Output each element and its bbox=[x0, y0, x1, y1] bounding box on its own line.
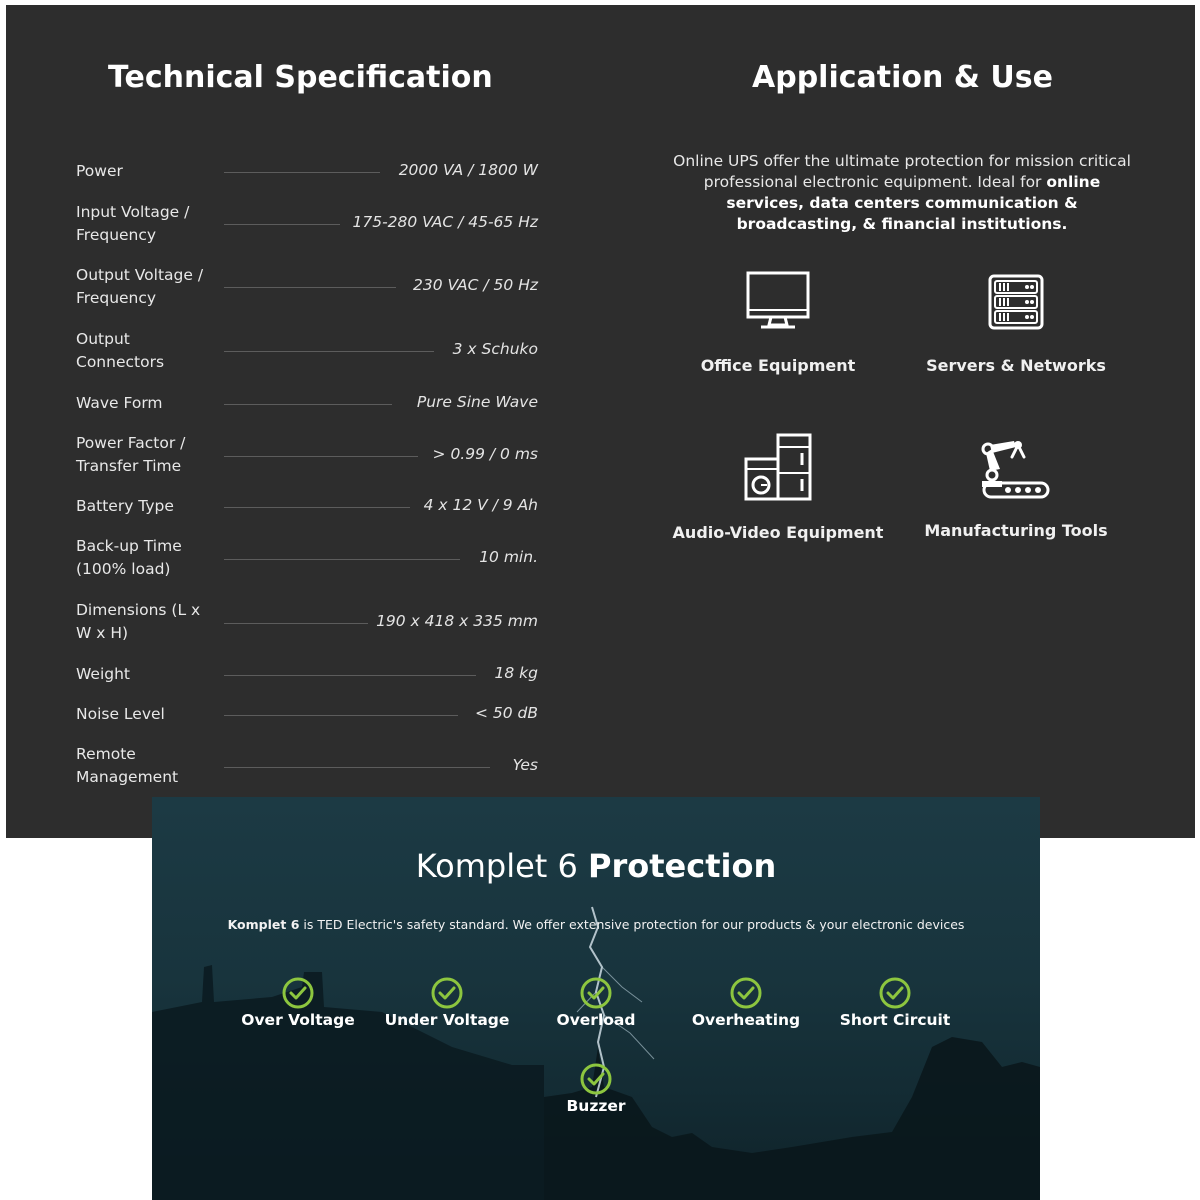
application-item-audio-video bbox=[666, 433, 890, 542]
protection-panel bbox=[152, 797, 1040, 1200]
spec-divider bbox=[224, 675, 476, 676]
spec-panel bbox=[6, 5, 1195, 838]
spec-value: < 50 dB bbox=[474, 704, 538, 722]
feature-label: Buzzer bbox=[566, 1097, 626, 1115]
feature-label: Over Voltage bbox=[241, 1011, 355, 1029]
server-rack-icon bbox=[987, 273, 1045, 331]
spec-divider bbox=[224, 404, 392, 405]
spec-value: 2000 VA / 1800 W bbox=[398, 161, 538, 179]
spec-label: Output Voltage / Frequency bbox=[76, 266, 204, 307]
feature-overheating bbox=[666, 977, 826, 1029]
spec-divider bbox=[224, 767, 490, 768]
application-item-manufacturing bbox=[916, 437, 1116, 540]
protection-title bbox=[152, 847, 1040, 885]
application-item-label: Manufacturing Tools bbox=[924, 521, 1108, 540]
application-item-servers bbox=[916, 273, 1116, 375]
spec-divider bbox=[224, 623, 368, 624]
spec-value: Yes bbox=[512, 756, 538, 774]
spec-value: 18 kg bbox=[494, 664, 538, 682]
spec-label: Wave Form bbox=[76, 394, 163, 412]
monitor-icon bbox=[745, 270, 811, 332]
spec-label: Dimensions (L x W x H) bbox=[76, 601, 201, 642]
check-circle-icon bbox=[580, 1063, 612, 1095]
feature-buzzer bbox=[516, 1063, 676, 1115]
protection-title-plain: Komplet 6 bbox=[415, 847, 578, 885]
application-title: Application & Use bbox=[752, 60, 1053, 95]
protection-description-brand: Komplet 6 bbox=[227, 917, 300, 932]
spec-divider bbox=[224, 351, 434, 352]
application-item-label: Audio-Video Equipment bbox=[672, 523, 884, 542]
robot-arm-icon bbox=[978, 437, 1054, 501]
check-circle-icon bbox=[431, 977, 463, 1009]
spec-label: Back-up Time (100% load) bbox=[76, 537, 182, 578]
spec-divider bbox=[224, 507, 410, 508]
protection-description-text: is TED Electric's safety standard. We offer extensive protection for our products & your electronic devices bbox=[303, 917, 965, 932]
spec-label: Output Connectors bbox=[76, 330, 165, 371]
feature-label: Overheating bbox=[691, 1011, 801, 1029]
application-item-label: Servers & Networks bbox=[926, 356, 1106, 375]
spec-label: Input Voltage / Frequency bbox=[76, 203, 190, 244]
spec-value: 4 x 12 V / 9 Ah bbox=[423, 496, 538, 514]
protection-description bbox=[152, 917, 1040, 932]
feature-under-voltage bbox=[367, 977, 527, 1029]
feature-overload bbox=[516, 977, 676, 1029]
spec-divider bbox=[224, 559, 460, 560]
application-item-label: Office Equipment bbox=[700, 356, 856, 375]
spec-label: Remote Management bbox=[76, 745, 179, 786]
spec-label: Noise Level bbox=[76, 705, 165, 723]
protection-title-bold: Protection bbox=[588, 847, 777, 885]
check-circle-icon bbox=[879, 977, 911, 1009]
check-circle-icon bbox=[730, 977, 762, 1009]
feature-over-voltage bbox=[218, 977, 378, 1029]
application-description-highlight: online services, data centers communication & broadcasting, & financial institutions. bbox=[726, 173, 1101, 233]
feature-short-circuit bbox=[815, 977, 975, 1029]
spec-value: Pure Sine Wave bbox=[416, 393, 538, 411]
spec-divider bbox=[224, 172, 380, 173]
spec-value: 190 x 418 x 335 mm bbox=[376, 612, 538, 630]
spec-value: 10 min. bbox=[479, 548, 538, 566]
spec-divider bbox=[224, 224, 340, 225]
spec-value: > 0.99 / 0 ms bbox=[432, 445, 538, 463]
feature-label: Short Circuit bbox=[839, 1011, 951, 1029]
feature-label: Under Voltage bbox=[384, 1011, 510, 1029]
spec-value: 175-280 VAC / 45-65 Hz bbox=[352, 213, 538, 231]
check-circle-icon bbox=[580, 977, 612, 1009]
spec-divider bbox=[224, 456, 418, 457]
spec-value: 3 x Schuko bbox=[452, 340, 538, 358]
spec-label: Battery Type bbox=[76, 497, 174, 515]
application-description-text: Online UPS offer the ultimate protection for mission critical professional electronic equipment. Ideal for bbox=[673, 152, 1131, 191]
spec-label: Weight bbox=[76, 665, 131, 683]
application-item-office bbox=[678, 270, 878, 375]
spec-divider bbox=[224, 287, 396, 288]
audio-video-icon bbox=[744, 433, 812, 501]
spec-value: 230 VAC / 50 Hz bbox=[412, 276, 538, 294]
spec-divider bbox=[224, 715, 458, 716]
application-description bbox=[666, 151, 1138, 235]
check-circle-icon bbox=[282, 977, 314, 1009]
spec-title: Technical Specification bbox=[108, 60, 493, 95]
spec-label: Power Factor / Transfer Time bbox=[76, 434, 186, 475]
spec-label: Power bbox=[76, 162, 123, 180]
feature-label: Overload bbox=[556, 1011, 636, 1029]
